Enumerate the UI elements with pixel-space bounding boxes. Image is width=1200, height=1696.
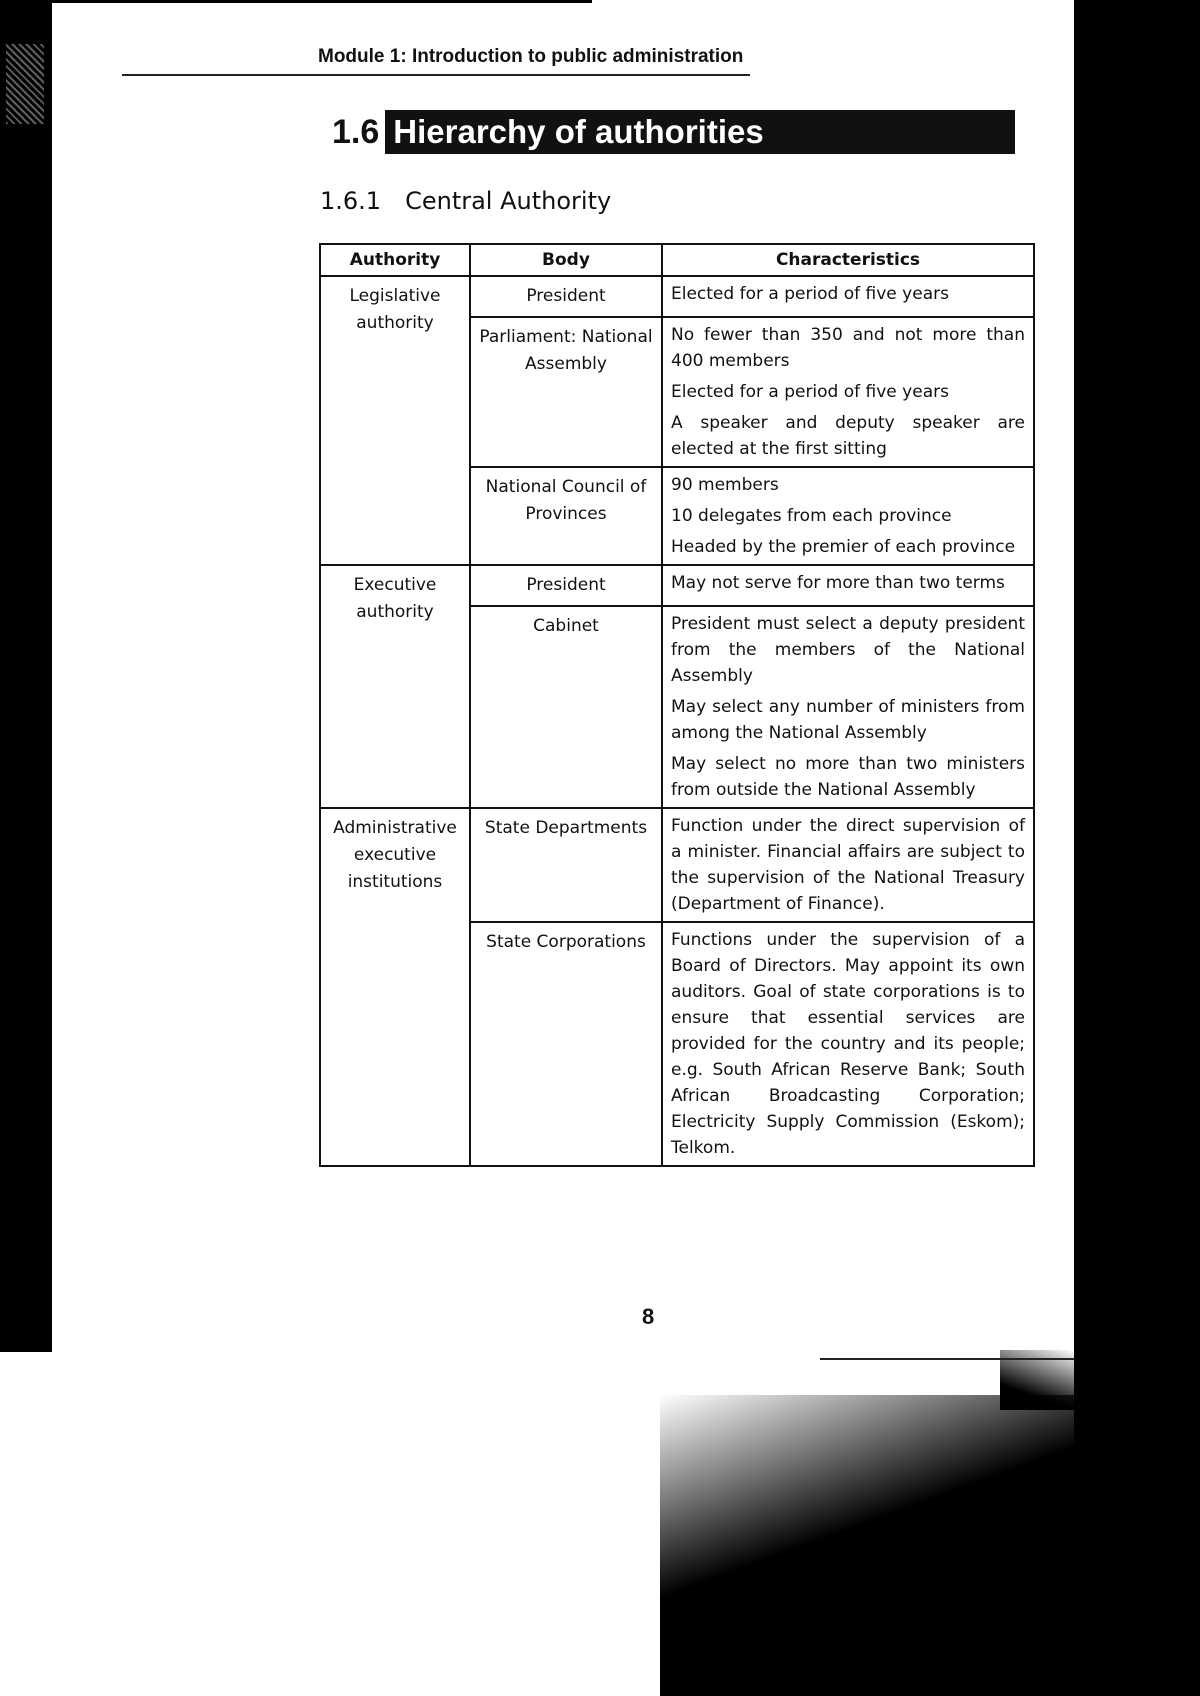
characteristic-item: Functions under the supervision of a Board of Directors. May appoint its own auditors. Goal of state corporations is to ensure that essential services are provided for the country and its people; e.g. South African Reserve Bank; South African Broadcasting Corporation; Electricity Supply Commission (Eskom); Telkom. <box>671 930 1025 1158</box>
characteristic-item: A speaker and deputy speaker are elected at the first sitting <box>671 413 1025 459</box>
footer-rule <box>820 1358 1074 1360</box>
page-number: 8 <box>642 1304 655 1329</box>
header-characteristics: Characteristics <box>662 244 1034 276</box>
characteristic-item: Elected for a period of five years <box>671 284 949 304</box>
table-row <box>320 276 1034 317</box>
characteristics-cell <box>662 467 1034 565</box>
scan-border-top <box>52 0 592 3</box>
authority-table <box>319 243 1035 1167</box>
body-cell: President <box>470 565 662 606</box>
scan-border-right <box>1074 0 1200 1696</box>
table-header-row <box>320 244 1034 276</box>
characteristic-item: May select any number of ministers from among the National Assembly <box>671 697 1025 743</box>
characteristics-cell <box>662 317 1034 467</box>
characteristics-cell <box>662 808 1034 922</box>
body-cell: Cabinet <box>470 606 662 808</box>
scan-shadow-bottom <box>660 1395 1074 1696</box>
characteristic-item: May not serve for more than two terms <box>671 573 1005 593</box>
section-heading <box>332 110 1015 154</box>
authority-cell: Legislative authority <box>320 276 470 565</box>
subsection-number: 1.6.1 <box>320 187 382 215</box>
characteristic-item: 10 delegates from each province <box>671 506 952 526</box>
body-cell: Parliament: National Assembly <box>470 317 662 467</box>
characteristic-item: Function under the direct supervision of a minister. Financial affairs are subject to the supervision of the National Treasury (Department of Finance). <box>671 816 1025 914</box>
authority-cell: Executive authority <box>320 565 470 808</box>
characteristics-cell <box>662 922 1034 1166</box>
characteristics-cell <box>662 606 1034 808</box>
characteristic-item: 90 members <box>671 475 779 495</box>
characteristics-cell <box>662 565 1034 606</box>
authority-cell: Administrative executive institutions <box>320 808 470 1166</box>
characteristic-item: May select no more than two ministers from outside the National Assembly <box>671 754 1025 800</box>
running-head: Module 1: Introduction to public administration <box>318 46 744 67</box>
header-body: Body <box>470 244 662 276</box>
characteristic-item: No fewer than 350 and not more than 400 members <box>671 325 1025 371</box>
body-cell: State Corporations <box>470 922 662 1166</box>
section-title: Hierarchy of authorities <box>393 113 764 150</box>
section-title-bar <box>385 110 1015 154</box>
body-cell: National Council of Provinces <box>470 467 662 565</box>
characteristic-item: Headed by the premier of each province <box>671 537 1016 557</box>
characteristics-cell <box>662 276 1034 317</box>
scan-border-left <box>0 0 52 1352</box>
header-authority: Authority <box>320 244 470 276</box>
body-cell: President <box>470 276 662 317</box>
subsection-heading <box>320 187 611 215</box>
table-row <box>320 565 1034 606</box>
subsection-title: Central Authority <box>405 187 612 215</box>
body-cell: State Departments <box>470 808 662 922</box>
section-number: 1.6 <box>332 113 380 151</box>
table-row <box>320 808 1034 922</box>
characteristic-item: Elected for a period of five years <box>671 382 949 402</box>
header-rule <box>122 74 750 76</box>
scan-noise <box>6 44 44 124</box>
characteristic-item: President must select a deputy president from the members of the National Assembly <box>671 614 1025 686</box>
